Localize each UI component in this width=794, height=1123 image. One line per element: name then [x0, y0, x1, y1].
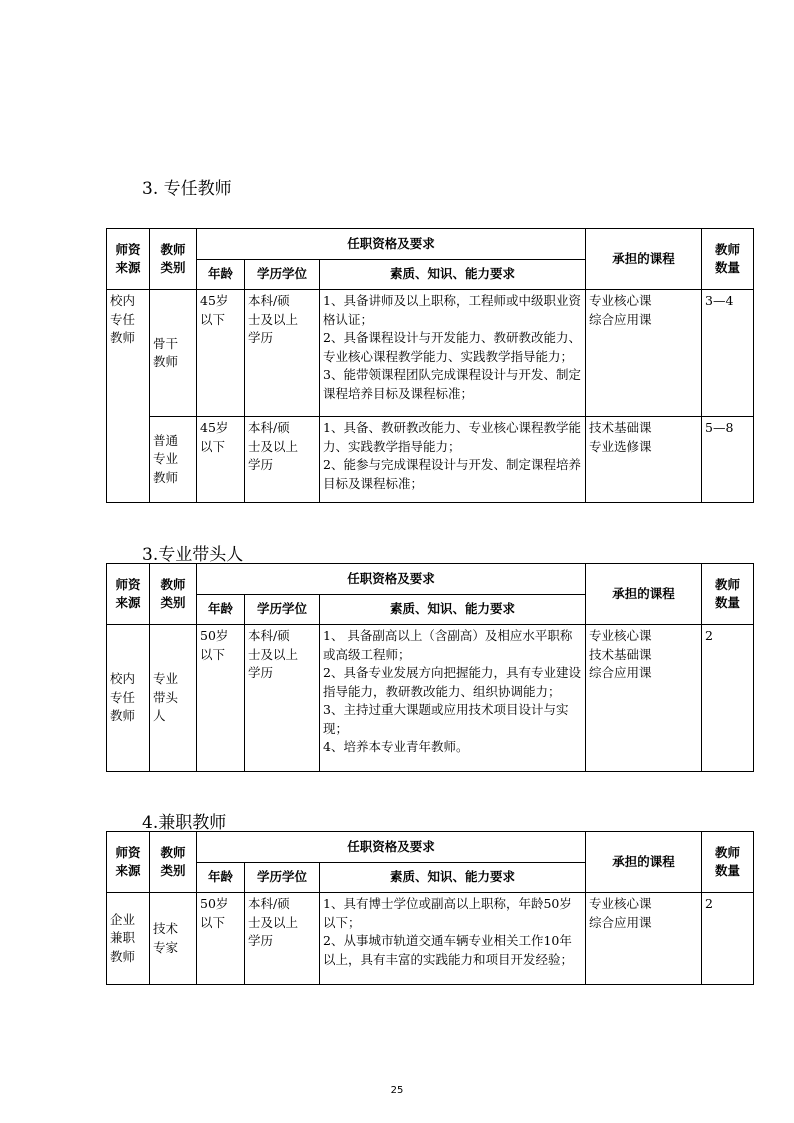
header-courses: 承担的课程	[586, 229, 702, 290]
cell-requirements: 1、 具备副高以上（含副高）及相应水平职称或高级工程师； 2、具备专业发展方向把握能力，具有专业建设指导能力，教研教改能力、组织协调能力； 3、主持过重大课题或应用技术项目设计与实现； 4、培养本专业青年教师。	[320, 625, 586, 772]
cell-category: 技术 专家	[150, 893, 197, 985]
table-program-leader	[106, 563, 754, 772]
table-full-time-teachers	[106, 228, 754, 503]
section-title-part-time-teachers: 4.兼职教师	[142, 813, 227, 833]
cell-category: 普通 专业 教师	[150, 417, 197, 503]
cell-courses: 技术基础课 专业选修课	[586, 417, 702, 503]
cell-count: 5—8	[702, 417, 754, 503]
header-source: 师资 来源	[107, 564, 150, 625]
header-courses: 承担的课程	[586, 832, 702, 893]
header-source: 师资 来源	[107, 832, 150, 893]
cell-age: 50岁 以下	[197, 625, 245, 772]
header-category: 教师 类别	[150, 832, 197, 893]
cell-source: 企业 兼职 教师	[107, 893, 150, 985]
table-row	[107, 290, 754, 417]
cell-degree: 本科/硕 士及以上 学历	[245, 893, 320, 985]
header-qualification: 任职资格及要求	[197, 229, 586, 260]
cell-requirements: 1、具备、教研教改能力、专业核心课程教学能力、实践教学指导能力； 2、能参与完成课程设计与开发、制定课程培养目标及课程标准；	[320, 417, 586, 503]
cell-courses: 专业核心课 综合应用课	[586, 893, 702, 985]
cell-age: 45岁 以下	[197, 290, 245, 417]
cell-degree: 本科/硕 士及以上 学历	[245, 417, 320, 503]
header-count: 教师 数量	[702, 229, 754, 290]
header-quality: 素质、知识、能力要求	[320, 260, 586, 290]
header-category: 教师 类别	[150, 564, 197, 625]
header-age: 年龄	[197, 260, 245, 290]
cell-requirements: 1、具备讲师及以上职称，工程师或中级职业资格认证； 2、具备课程设计与开发能力、教研教改能力、专业核心课程教学能力、实践教学指导能力； 3、能带领课程团队完成课程设计与开发、制定课程培养目标及课程标准；	[320, 290, 586, 417]
header-count: 教师 数量	[702, 832, 754, 893]
cell-age: 45岁 以下	[197, 417, 245, 503]
cell-courses: 专业核心课 技术基础课 综合应用课	[586, 625, 702, 772]
cell-category: 骨干 教师	[150, 290, 197, 417]
cell-courses: 专业核心课 综合应用课	[586, 290, 702, 417]
header-degree: 学历学位	[245, 863, 320, 893]
cell-count: 2	[702, 893, 754, 985]
header-count: 教师 数量	[702, 564, 754, 625]
header-age: 年龄	[197, 863, 245, 893]
header-quality: 素质、知识、能力要求	[320, 863, 586, 893]
header-source: 师资 来源	[107, 229, 150, 290]
cell-count: 2	[702, 625, 754, 772]
table-row	[107, 417, 754, 503]
cell-count: 3—4	[702, 290, 754, 417]
header-degree: 学历学位	[245, 260, 320, 290]
section-title-full-time-teachers: 3. 专任教师	[142, 179, 232, 199]
table-row	[107, 893, 754, 985]
header-qualification: 任职资格及要求	[197, 832, 586, 863]
header-category: 教师 类别	[150, 229, 197, 290]
table-part-time-teachers	[106, 831, 754, 985]
page-number: 25	[390, 1085, 404, 1096]
table-row	[107, 625, 754, 772]
cell-age: 50岁 以下	[197, 893, 245, 985]
cell-degree: 本科/硕 士及以上 学历	[245, 290, 320, 417]
header-courses: 承担的课程	[586, 564, 702, 625]
cell-category: 专业 带头 人	[150, 625, 197, 772]
header-age: 年龄	[197, 595, 245, 625]
header-degree: 学历学位	[245, 595, 320, 625]
cell-source: 校内 专任 教师	[107, 290, 150, 503]
section-title-program-leader: 3.专业带头人	[142, 545, 244, 565]
cell-degree: 本科/硕 士及以上 学历	[245, 625, 320, 772]
header-quality: 素质、知识、能力要求	[320, 595, 586, 625]
cell-requirements: 1、具有博士学位或副高以上职称，年龄50岁以下； 2、从事城市轨道交通车辆专业相关工作10年以上，具有丰富的实践能力和项目开发经验；	[320, 893, 586, 985]
cell-source: 校内 专任 教师	[107, 625, 150, 772]
header-qualification: 任职资格及要求	[197, 564, 586, 595]
